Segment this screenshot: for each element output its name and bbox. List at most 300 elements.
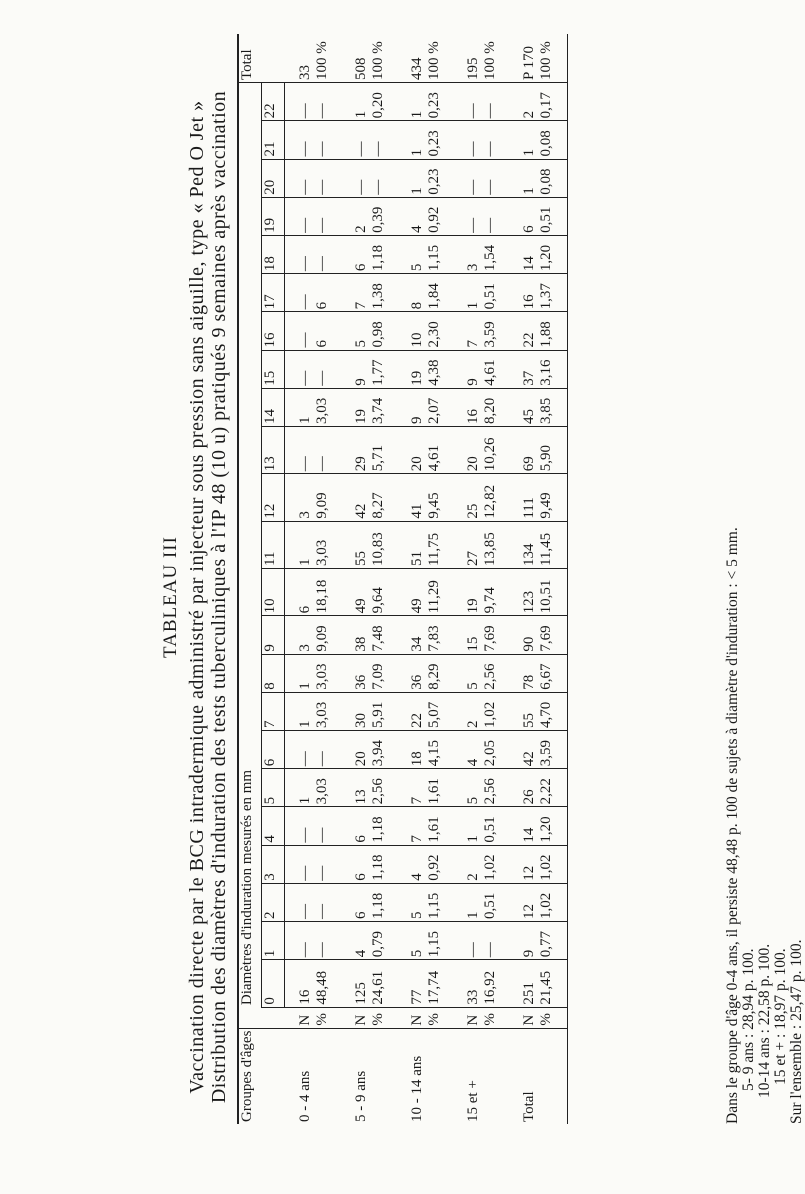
percent-cell: 3,16 (538, 350, 568, 388)
count-cell: 1 (341, 83, 370, 121)
percent-cell: — (314, 350, 341, 388)
percent-cell: 1,02 (482, 845, 509, 883)
count-cell: 5 (453, 654, 482, 692)
percent-cell: 2,22 (538, 769, 568, 807)
diameter-column-header: 1 (262, 922, 285, 960)
percent-cell: 9,09 (314, 616, 341, 654)
percent-cell: 3,03 (314, 388, 341, 426)
count-cell: 9 (341, 350, 370, 388)
percent-cell: — (482, 159, 509, 197)
age-group-label: 0 - 4 ans (285, 1028, 342, 1124)
percent-cell: 5,91 (370, 692, 397, 730)
percent-cell: 18,18 (314, 569, 341, 616)
percent-cell: 0,23 (426, 83, 453, 121)
count-cell: 2 (453, 845, 482, 883)
count-cell: 9 (397, 388, 426, 426)
percent-cell: 2,56 (482, 654, 509, 692)
table-row (314, 34, 341, 1124)
percent-cell: 4,38 (426, 350, 453, 388)
count-cell: 69 (509, 426, 538, 473)
count-cell: 251 (509, 960, 538, 1007)
diameter-column-header: 18 (262, 235, 285, 273)
count-cell: 9 (453, 350, 482, 388)
row-label-pct: % (314, 1013, 330, 1026)
table-row (453, 34, 482, 1124)
count-cell: 49 (341, 569, 370, 616)
percent-cell: 1,02 (482, 692, 509, 730)
percent-cell: 0,17 (538, 83, 568, 121)
count-cell: 7 (341, 274, 370, 312)
count-cell: — (453, 121, 482, 159)
percent-cell: 4,70 (538, 692, 568, 730)
count-cell: 1 (509, 159, 538, 197)
percent-cell: 3,59 (482, 312, 509, 350)
percent-cell: 10,83 (370, 521, 397, 568)
percent-cell: 1,54 (482, 235, 509, 273)
table-row (509, 34, 538, 1124)
percent-cell: 2,56 (482, 769, 509, 807)
total-count-cell: 434 (397, 34, 426, 83)
count-cell: 33 (453, 960, 482, 1007)
percent-cell: 0,51 (482, 274, 509, 312)
percent-cell: 8,27 (370, 474, 397, 521)
percent-cell: 11,45 (538, 521, 568, 568)
count-cell: 6 (341, 883, 370, 921)
diameter-column-header: 6 (262, 730, 285, 768)
count-cell: 9 (509, 922, 538, 960)
percent-cell: — (314, 883, 341, 921)
count-cell: 38 (341, 616, 370, 654)
percent-cell: — (482, 197, 509, 235)
table-body (285, 34, 568, 1124)
count-cell: 4 (397, 845, 426, 883)
percent-cell: 24,61 (370, 960, 397, 1007)
percent-cell: 9,49 (538, 474, 568, 521)
data-table (237, 34, 568, 1124)
count-cell: 49 (397, 569, 426, 616)
count-cell: 45 (509, 388, 538, 426)
percent-cell: 2,05 (482, 730, 509, 768)
percent-cell: 11,75 (426, 521, 453, 568)
diameter-column-header: 15 (262, 350, 285, 388)
percent-cell: 1,88 (538, 312, 568, 350)
count-cell: 19 (453, 569, 482, 616)
percent-cell: 0,98 (370, 312, 397, 350)
percent-cell: — (314, 235, 341, 273)
percent-cell: 10,51 (538, 569, 568, 616)
diameter-column-header: 11 (262, 521, 285, 568)
percent-cell: 7,83 (426, 616, 453, 654)
percent-cell: — (482, 83, 509, 121)
diameter-column-header: 14 (262, 388, 285, 426)
total-percent-cell: 100 % (370, 34, 397, 83)
percent-cell: 7,09 (370, 654, 397, 692)
count-cell: 7 (397, 807, 426, 845)
percent-cell: 10,26 (482, 426, 509, 473)
count-cell: 6 (341, 235, 370, 273)
percent-cell: — (314, 426, 341, 473)
count-cell: — (285, 807, 315, 845)
count-cell: 6 (285, 569, 315, 616)
table-row (538, 34, 568, 1124)
count-cell: — (285, 312, 315, 350)
count-cell: 7 (453, 312, 482, 350)
percent-cell: 3,74 (370, 388, 397, 426)
percent-cell: 9,09 (314, 474, 341, 521)
age-group-label: Total (509, 1028, 568, 1124)
percent-cell: 3,03 (314, 692, 341, 730)
count-cell: 6 (341, 807, 370, 845)
count-cell: 22 (397, 692, 426, 730)
count-cell: 15 (453, 616, 482, 654)
total-count-cell: P 170 (509, 34, 538, 83)
count-cell: 20 (453, 426, 482, 473)
count-cell: 5 (341, 312, 370, 350)
percent-cell: 3,59 (538, 730, 568, 768)
percent-cell: — (314, 807, 341, 845)
count-cell: — (285, 121, 315, 159)
percent-cell: 21,45 (538, 960, 568, 1007)
percent-cell: — (482, 922, 509, 960)
percent-cell: 0,79 (370, 922, 397, 960)
count-cell: 6 (341, 845, 370, 883)
note-line: 15 et + : 18,97 p. 100. (772, 948, 789, 1085)
age-group-label: 15 et + (453, 1028, 509, 1124)
row-label-pct: % (370, 1013, 386, 1026)
diameter-column-header: 13 (262, 426, 285, 473)
row-label-n: N (521, 1014, 537, 1026)
count-cell: 1 (453, 274, 482, 312)
percent-cell: 6,67 (538, 654, 568, 692)
count-cell: 19 (341, 388, 370, 426)
percent-cell: 3,94 (370, 730, 397, 768)
percent-cell: 0,51 (482, 883, 509, 921)
percent-cell: 0,23 (426, 121, 453, 159)
percent-cell: 6 (314, 312, 341, 350)
percent-cell: — (314, 159, 341, 197)
table-row (370, 34, 397, 1124)
percent-cell: 1,61 (426, 807, 453, 845)
count-cell: 1 (285, 521, 315, 568)
count-cell: 125 (341, 960, 370, 1007)
total-count-cell: 195 (453, 34, 482, 83)
percent-cell: 1,18 (370, 883, 397, 921)
count-cell: — (285, 922, 315, 960)
count-cell: — (285, 159, 315, 197)
table-row (397, 34, 426, 1124)
count-cell: 90 (509, 616, 538, 654)
percent-cell: 16,92 (482, 960, 509, 1007)
count-cell: 6 (509, 197, 538, 235)
percent-cell: 5,71 (370, 426, 397, 473)
percent-cell: 3,03 (314, 521, 341, 568)
table-row (341, 34, 370, 1124)
count-cell: 22 (509, 312, 538, 350)
count-cell: 5 (453, 769, 482, 807)
diameter-column-header: 21 (262, 121, 285, 159)
percent-cell: 12,82 (482, 474, 509, 521)
percent-cell: 9,45 (426, 474, 453, 521)
count-cell: 77 (397, 960, 426, 1007)
groups-header: Groupes d'âges (238, 1028, 285, 1124)
total-percent-cell: 100 % (426, 34, 453, 83)
count-cell: 12 (509, 845, 538, 883)
percent-cell: 0,39 (370, 197, 397, 235)
percent-cell: 2,30 (426, 312, 453, 350)
count-cell: — (285, 730, 315, 768)
diameter-column-header: 8 (262, 654, 285, 692)
percent-cell: 5,07 (426, 692, 453, 730)
percent-cell: 5,90 (538, 426, 568, 473)
count-cell: 55 (341, 521, 370, 568)
count-cell: 1 (397, 83, 426, 121)
count-cell: 1 (285, 654, 315, 692)
count-cell: 41 (397, 474, 426, 521)
diameter-column-header: 22 (262, 83, 285, 121)
count-cell: 25 (453, 474, 482, 521)
diameter-column-header: 10 (262, 569, 285, 616)
count-cell: 4 (341, 922, 370, 960)
table-row (285, 34, 315, 1124)
count-cell: 111 (509, 474, 538, 521)
percent-cell: 0,08 (538, 159, 568, 197)
count-cell: — (285, 883, 315, 921)
percent-cell: 17,74 (426, 960, 453, 1007)
percent-cell: 0,20 (370, 83, 397, 121)
percent-cell: 2,07 (426, 388, 453, 426)
count-cell: 1 (397, 121, 426, 159)
count-cell: 18 (397, 730, 426, 768)
count-cell: — (285, 83, 315, 121)
count-cell: 36 (341, 654, 370, 692)
total-percent-cell: 100 % (314, 34, 341, 83)
table-row (482, 34, 509, 1124)
count-cell: — (285, 235, 315, 273)
count-cell: 1 (285, 692, 315, 730)
percent-cell: 1,18 (370, 807, 397, 845)
count-cell: 34 (397, 616, 426, 654)
count-cell: 3 (285, 474, 315, 521)
diameter-column-header: 12 (262, 474, 285, 521)
percent-cell: 3,03 (314, 654, 341, 692)
diameter-column-header: 3 (262, 845, 285, 883)
count-cell: 4 (453, 730, 482, 768)
percent-cell: 1,20 (538, 235, 568, 273)
row-label-pct: % (482, 1013, 498, 1026)
percent-cell: 1,37 (538, 274, 568, 312)
count-cell: — (453, 922, 482, 960)
total-header: Total (238, 34, 285, 83)
diameter-column-header: 19 (262, 197, 285, 235)
count-cell: 19 (397, 350, 426, 388)
percent-cell: — (314, 845, 341, 883)
percent-cell: 1,18 (370, 845, 397, 883)
count-cell: — (341, 121, 370, 159)
percent-cell: — (314, 730, 341, 768)
row-label-n: N (465, 1014, 481, 1026)
diameter-column-header: 16 (262, 312, 285, 350)
count-cell: 30 (341, 692, 370, 730)
percent-cell: 1,02 (538, 845, 568, 883)
count-cell: 2 (341, 197, 370, 235)
note-line: 5- 9 ans : 28,94 p. 100. (740, 948, 757, 1091)
diameter-column-header: 2 (262, 883, 285, 921)
percent-cell: — (314, 922, 341, 960)
count-cell: 2 (453, 692, 482, 730)
diameter-column-header: 0 (262, 960, 285, 1007)
total-count-cell: 33 (285, 34, 315, 83)
row-label-n: N (409, 1014, 425, 1026)
row-label-n: N (296, 1014, 313, 1026)
percent-cell: 0,92 (426, 845, 453, 883)
total-count-cell: 508 (341, 34, 370, 83)
count-cell: — (453, 159, 482, 197)
total-percent-cell: 100 % (538, 34, 568, 83)
count-cell: 12 (509, 883, 538, 921)
percent-cell: 8,20 (482, 388, 509, 426)
percent-cell: 11,29 (426, 569, 453, 616)
row-label-pct: % (538, 1007, 568, 1028)
percent-cell: 0,92 (426, 197, 453, 235)
percent-cell: 13,85 (482, 521, 509, 568)
count-cell: — (453, 83, 482, 121)
note-line: Sur l'ensemble : 25,47 p. 100. (788, 939, 805, 1124)
percent-cell: — (314, 197, 341, 235)
percent-cell: 6 (314, 274, 341, 312)
percent-cell: 0,08 (538, 121, 568, 159)
diameter-column-header: 17 (262, 274, 285, 312)
count-cell: 1 (509, 121, 538, 159)
count-cell: 123 (509, 569, 538, 616)
percent-cell: 2,56 (370, 769, 397, 807)
percent-cell: 8,29 (426, 654, 453, 692)
count-cell: — (285, 350, 315, 388)
count-cell: 14 (509, 235, 538, 273)
count-cell: 1 (453, 807, 482, 845)
count-cell: 1 (285, 388, 315, 426)
percent-cell: 4,15 (426, 730, 453, 768)
percent-cell: 4,61 (482, 350, 509, 388)
percent-cell: — (482, 121, 509, 159)
percent-cell: 1,84 (426, 274, 453, 312)
percent-cell: 1,15 (426, 883, 453, 921)
percent-cell: 1,20 (538, 807, 568, 845)
count-cell: 78 (509, 654, 538, 692)
count-cell: 55 (509, 692, 538, 730)
count-cell: 16 (453, 388, 482, 426)
age-group-label: 10 - 14 ans (397, 1028, 453, 1124)
percent-cell: 1,77 (370, 350, 397, 388)
count-cell: — (341, 159, 370, 197)
percent-cell: 0,23 (426, 159, 453, 197)
count-cell: 16 (285, 960, 315, 1007)
table-subtitle-2: Distribution des diamètres d'induration des tests tuberculiniques à l'IP 48 (10 u) pratiqués 9 semaines après vaccination (208, 90, 230, 1104)
count-cell: 14 (509, 807, 538, 845)
count-cell: — (285, 845, 315, 883)
percent-cell: 7,48 (370, 616, 397, 654)
count-cell: 10 (397, 312, 426, 350)
percent-cell: 0,77 (538, 922, 568, 960)
percent-cell: — (370, 159, 397, 197)
count-cell: 134 (509, 521, 538, 568)
percent-cell: 1,61 (426, 769, 453, 807)
percent-cell: 9,64 (370, 569, 397, 616)
note-line: 10-14 ans : 22,58 p. 100. (756, 943, 773, 1098)
diameter-numbers-row (262, 34, 285, 1124)
percent-cell: 1,15 (426, 235, 453, 273)
count-cell: 1 (397, 159, 426, 197)
percent-cell: — (370, 121, 397, 159)
count-cell: 51 (397, 521, 426, 568)
count-cell: 3 (453, 235, 482, 273)
percent-cell: 7,69 (538, 616, 568, 654)
percent-cell: — (314, 121, 341, 159)
count-cell: 20 (341, 730, 370, 768)
count-cell: — (453, 197, 482, 235)
diameters-header: Diamètres d'induration mesurés en mm (238, 83, 262, 1008)
percent-cell: 0,51 (538, 197, 568, 235)
footnotes (725, 527, 805, 1124)
percent-cell: 7,69 (482, 616, 509, 654)
percent-cell: 0,51 (482, 807, 509, 845)
table-subtitle-1: Vaccination directe par le BCG intradermique administré par injecteur sous pression sans aiguille, type « Ped O Jet » (186, 100, 208, 1094)
table-row (426, 34, 453, 1124)
percent-cell: — (314, 83, 341, 121)
count-cell: 27 (453, 521, 482, 568)
count-cell: 2 (509, 83, 538, 121)
percent-cell: 4,61 (426, 426, 453, 473)
diameter-column-header: 5 (262, 769, 285, 807)
count-cell: 29 (341, 426, 370, 473)
count-cell: 42 (509, 730, 538, 768)
row-label-pct: % (426, 1013, 442, 1026)
count-cell: 5 (397, 235, 426, 273)
count-cell: 7 (397, 769, 426, 807)
count-cell: 1 (453, 883, 482, 921)
percent-cell: 48,48 (314, 960, 341, 1007)
percent-cell: 3,03 (314, 769, 341, 807)
count-cell: 37 (509, 350, 538, 388)
count-cell: 8 (397, 274, 426, 312)
label-header (238, 1007, 285, 1028)
count-cell: 36 (397, 654, 426, 692)
diameter-column-header: 7 (262, 692, 285, 730)
percent-cell: 1,38 (370, 274, 397, 312)
count-cell: 42 (341, 474, 370, 521)
count-cell: 13 (341, 769, 370, 807)
count-cell: 5 (397, 883, 426, 921)
note-line: Dans le groupe d'âge 0-4 ans, il persiste 48,48 p. 100 de sujets à diamètre d'induration : < 5 mm. (724, 527, 741, 1124)
diameter-column-header: 20 (262, 159, 285, 197)
count-cell: — (285, 197, 315, 235)
total-percent-cell: 100 % (482, 34, 509, 83)
count-cell: 20 (397, 426, 426, 473)
percent-cell: 1,02 (538, 883, 568, 921)
count-cell: 5 (397, 922, 426, 960)
age-group-label: 5 - 9 ans (341, 1028, 397, 1124)
row-label-n: N (353, 1014, 369, 1026)
count-cell: — (285, 426, 315, 473)
count-cell: 16 (509, 274, 538, 312)
percent-cell: 1,15 (426, 922, 453, 960)
count-cell: — (285, 274, 315, 312)
count-cell: 4 (397, 197, 426, 235)
table-title: TABLEAU III (160, 536, 181, 658)
diameter-column-header: 9 (262, 616, 285, 654)
diameter-column-header: 4 (262, 807, 285, 845)
count-cell: 3 (285, 616, 315, 654)
percent-cell: 3,85 (538, 388, 568, 426)
